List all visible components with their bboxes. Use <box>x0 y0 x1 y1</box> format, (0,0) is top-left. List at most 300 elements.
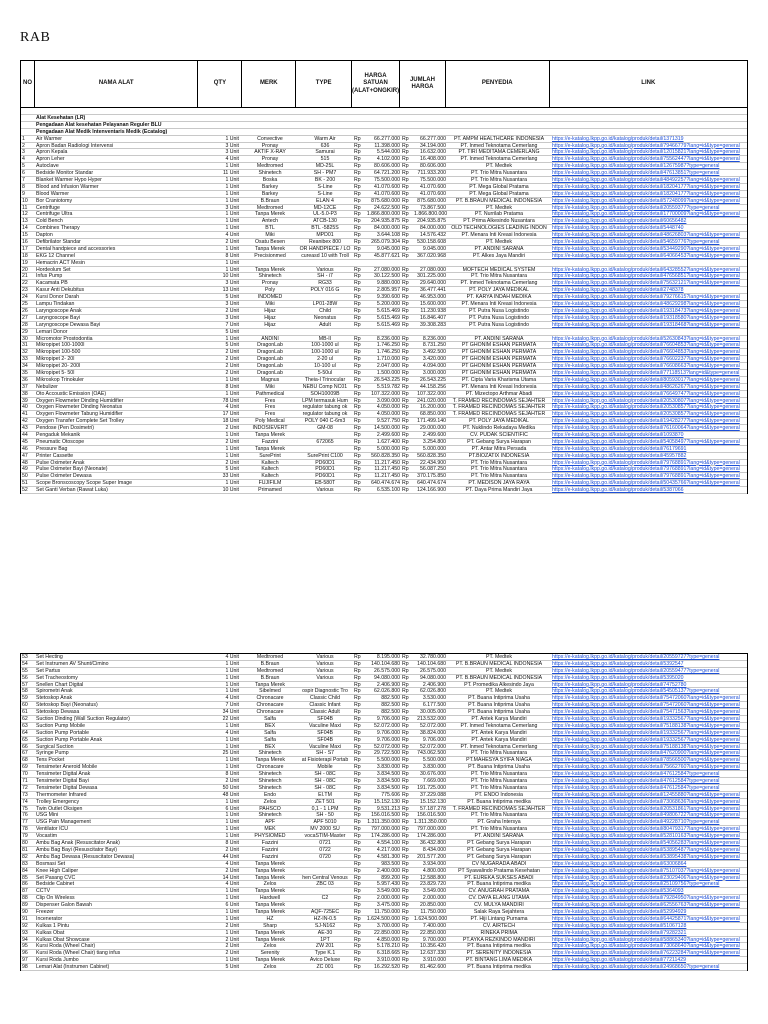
currency-label: Rp <box>402 778 409 785</box>
item-total: 68.850.000 <box>420 411 446 418</box>
item-link[interactable]: https://e-katalog.lkpp.go.id/katalog/produk/detail/49228710?type=general <box>552 819 720 826</box>
table-row <box>21 280 747 287</box>
item-merk: Barkey <box>261 183 279 190</box>
currency-label: Rp <box>402 908 409 915</box>
item-no: 26 <box>22 307 28 314</box>
item-link[interactable]: https://e-katalog.lkpp.go.id/katalog/produk/detail/75188138?lang=id&type=general <box>552 722 740 729</box>
item-link[interactable]: https://e-katalog.lkpp.go.id/katalog/produk/detail/1093870 <box>552 431 684 438</box>
item-link[interactable]: https://e-katalog.lkpp.go.id/katalog/produk/detail/20559477?type=general <box>552 667 720 674</box>
table-row <box>21 661 747 668</box>
item-merk: Chronacare <box>256 695 284 702</box>
item-total: 84.000.000 <box>420 225 446 232</box>
item-no: 36 <box>22 376 28 383</box>
item-name: Syringe Pump <box>36 750 69 757</box>
item-link[interactable]: https://e-katalog.lkpp.go.id/katalog/produk/detail/79282321 <box>552 929 687 936</box>
item-qty: 2 Unit <box>225 369 239 376</box>
currency-label: Rp <box>354 204 361 211</box>
item-link[interactable]: https://e-katalog.lkpp.go.id/katalog/produk/detail/50435766?lang=id&type=general <box>552 480 740 487</box>
item-total: 16.200.000 <box>420 404 446 411</box>
item-qty: 11 Unit <box>222 170 239 177</box>
currency-label: Rp <box>354 197 361 204</box>
item-link[interactable]: https://e-katalog.lkpp.go.id/katalog/produk/detail/54058497?lang=id&type=general <box>552 438 740 445</box>
item-price: 3.700.000 <box>376 922 400 929</box>
item-qty: 1 Unit <box>225 183 239 190</box>
item-link[interactable]: https://e-katalog.lkpp.go.id/katalog/produk/detail/2748378 <box>552 287 684 294</box>
item-link[interactable]: https://e-katalog.lkpp.go.id/katalog/produk/detail/76179691 <box>552 445 687 452</box>
item-vendor: PT. Inmed Teknotama Cemerlang <box>460 722 538 729</box>
item-link[interactable]: https://e-katalog.lkpp.go.id/katalog/produk/detail/48626803?lang=id&type=general <box>552 232 740 239</box>
item-name: Suction Dinding (Wall Suction Regulator) <box>36 716 130 723</box>
item-link[interactable]: https://e-katalog.lkpp.go.id/katalog/produk/detail/63006864 <box>552 860 687 867</box>
currency-label: Rp <box>402 438 409 445</box>
currency-label: Rp <box>354 819 361 826</box>
item-no: 23 <box>22 287 28 294</box>
item-no: 60 <box>22 702 28 709</box>
item-link[interactable]: https://e-katalog.lkpp.go.id/katalog/produk/detail/75188138?lang=id&type=general <box>552 743 740 750</box>
currency-label: Rp <box>354 915 361 922</box>
item-link[interactable]: https://e-katalog.lkpp.go.id/katalog/produk/detail/77211429 <box>552 957 687 964</box>
item-qty: 1 Unit <box>225 688 239 695</box>
item-qty: 1 Unit <box>225 177 239 184</box>
item-link[interactable]: https://e-katalog.lkpp.go.id/katalog/produk/detail/75632121?lang=id&type=general <box>552 280 740 287</box>
item-link[interactable]: https://e-katalog.lkpp.go.id/katalog/produk/detail/54056283?lang=id&type=general <box>552 840 740 847</box>
item-qty: 8 Unit <box>225 252 239 259</box>
currency-label: Rp <box>354 964 361 971</box>
item-name: Lemari Alat (Instrumen Cabinet) <box>36 964 110 971</box>
item-link[interactable]: https://e-katalog.lkpp.go.id/katalog/produk/detail/18204177?lang=id&type=general <box>552 183 740 190</box>
item-link[interactable]: https://e-katalog.lkpp.go.id/katalog/produk/detail/18204177?lang=id&type=general <box>552 190 740 197</box>
currency-label: Rp <box>354 425 361 432</box>
table-row <box>21 875 747 882</box>
item-vendor: PT. Medtek <box>486 163 512 170</box>
currency-label: Rp <box>402 702 409 709</box>
header-merk: MERK <box>242 61 296 107</box>
item-price: 5.200.000 <box>376 301 400 308</box>
item-link[interactable]: https://e-katalog.lkpp.go.id/katalog/produk/detail/60656482 <box>552 218 687 225</box>
currency-label: Rp <box>354 431 361 438</box>
item-merk: DragonLab <box>257 369 283 376</box>
item-link[interactable]: https://e-katalog.lkpp.go.id/katalog/produk/detail/5395020 <box>552 674 684 681</box>
item-qty: 2 Unit <box>225 867 239 874</box>
currency-label: Rp <box>354 369 361 376</box>
item-link[interactable]: https://e-katalog.lkpp.go.id/katalog/produk/detail/76649747?lang=id&type=general <box>552 390 740 397</box>
item-qty: 2 Unit <box>225 950 239 957</box>
item-link[interactable]: https://e-katalog.lkpp.go.id/katalog/produk/detail/20530807?lang=id&type=general <box>552 397 740 404</box>
item-type: Classic Adult <box>310 709 340 716</box>
item-total: 530.158.608 <box>417 239 446 246</box>
table-row <box>21 267 747 274</box>
currency-label: Rp <box>354 356 361 363</box>
item-type: ELAN 4 <box>316 197 334 204</box>
item-merk: Hardwell <box>259 895 281 902</box>
header-no: NO <box>21 61 35 107</box>
item-qty: 25 Unit <box>222 750 239 757</box>
item-link[interactable]: https://e-katalog.lkpp.go.id/katalog/produk/detail/45957882 <box>552 452 687 459</box>
item-link[interactable]: https://e-katalog.lkpp.go.id/katalog/produk/detail/5387066 <box>552 487 684 494</box>
currency-label: Rp <box>354 383 361 390</box>
item-link[interactable]: https://e-katalog.lkpp.go.id/katalog/produk/detail/19332567?lang=id&type=general <box>552 716 740 723</box>
item-link[interactable]: https://e-katalog.lkpp.go.id/katalog/produk/detail/75107037?lang=id&type=general <box>552 867 740 874</box>
item-merk: DragonLab <box>257 356 283 363</box>
item-no: 9 <box>22 190 25 197</box>
item-merk: BTL <box>265 225 275 232</box>
item-type: SF04B <box>317 736 333 743</box>
item-type <box>297 260 353 266</box>
item-link[interactable]: https://e-katalog.lkpp.go.id/katalog/produk/detail/52994929 <box>552 908 687 915</box>
item-link[interactable]: https://e-katalog.lkpp.go.id/katalog/produk/detail/80479317?lang=id&type=general <box>552 826 740 833</box>
currency-label: Rp <box>402 957 409 964</box>
item-link[interactable]: https://e-katalog.lkpp.go.id/katalog/produk/detail/64066453?lang=id&type=general <box>552 252 740 259</box>
item-total: 80.606.000 <box>420 163 446 170</box>
item-link[interactable]: https://e-katalog.lkpp.go.id/katalog/produk/detail/51067128 <box>552 922 687 929</box>
item-merk: Salfa <box>264 716 276 723</box>
item-name: Apron Badan Radiologi Intervensi <box>36 142 114 149</box>
item-no: 94 <box>22 936 28 943</box>
item-merk: Shinetech <box>258 778 282 785</box>
item-total: 52.072.000 <box>420 743 446 750</box>
item-total: 26.543.225 <box>420 376 446 383</box>
item-link[interactable]: https://e-katalog.lkpp.go.id/katalog/produk/detail/75562447?lang=id&type=general <box>552 156 740 163</box>
item-qty: 14 Unit <box>222 874 239 881</box>
item-link[interactable]: https://e-katalog.lkpp.go.id/katalog/produk/detail/79276615?lang=id&type=general <box>552 294 740 301</box>
item-price: 3.475.000 <box>376 902 400 909</box>
item-type: SH - S7 <box>315 750 335 757</box>
item-link[interactable]: https://e-katalog.lkpp.go.id/katalog/produk/detail/20559727?type=general <box>552 654 720 660</box>
item-no: 53 <box>22 654 28 660</box>
item-link[interactable]: https://e-katalog.lkpp.go.id/katalog/produk/detail/48629298?lang=id&type=general <box>552 301 740 308</box>
item-link[interactable]: https://e-katalog.lkpp.go.id/katalog/produk/detail/25109756?type=general <box>552 881 720 888</box>
currency-label: Rp <box>402 654 409 660</box>
item-merk: Osatu Besen <box>255 239 285 246</box>
item-link[interactable]: https://e-katalog.lkpp.go.id/katalog/produk/detail/73068636?lang=id&type=general <box>552 798 740 805</box>
item-link[interactable]: https://e-katalog.lkpp.go.id/katalog/produk/detail/12015821?lang=id&type=general <box>552 149 740 156</box>
item-type <box>297 861 353 867</box>
item-total: 81.462.600 <box>420 964 446 971</box>
item-price: 9.706.000 <box>376 729 400 736</box>
item-vendor: PT GHONIM ESHAN PERMATA <box>461 356 537 363</box>
item-qty: 8 Unit <box>225 840 239 847</box>
item-no: 6 <box>22 170 25 177</box>
item-link[interactable]: https://e-katalog.lkpp.go.id/katalog/produk/detail/53895487?lang=id&type=general <box>552 846 740 853</box>
currency-label: Rp <box>354 273 361 280</box>
item-type: 636 <box>320 142 330 149</box>
item-link[interactable]: https://e-katalog.lkpp.go.id/katalog/produk/detail/5392547 <box>552 660 684 667</box>
item-link[interactable]: https://e-katalog.lkpp.go.id/katalog/produk/detail/64425871?lang=id&type=general <box>552 915 740 922</box>
item-total: 32.780.000 <box>420 654 446 660</box>
item-merk: Hijaz <box>264 321 276 328</box>
item-name: Set Hecting <box>36 654 63 660</box>
item-name: Oto Accoustic Emission (OAE) <box>36 390 107 397</box>
header-nama-alat: NAMA ALAT <box>35 61 199 107</box>
item-name: Set Instrumen AV Shunt/Cimino <box>36 660 109 667</box>
item-total: 367.020.968 <box>417 252 446 259</box>
item-link[interactable]: https://e-katalog.lkpp.go.id/katalog/produk/detail/54659776?type=general <box>552 239 720 246</box>
item-no: 4 <box>22 156 25 163</box>
item-link[interactable]: https://e-katalog.lkpp.go.id/katalog/produk/detail/5364093 <box>552 888 684 895</box>
item-link[interactable]: https://e-katalog.lkpp.go.id/katalog/produk/detail/77118513?lang=id&type=general <box>552 369 740 376</box>
item-price: 2.805.957 <box>376 287 400 294</box>
table-row <box>21 902 747 909</box>
item-total: 140.104.680 <box>417 660 446 667</box>
item-merk: Antech <box>261 218 279 225</box>
item-link[interactable]: https://e-katalog.lkpp.go.id/katalog/produk/detail/5448740 <box>552 225 684 232</box>
currency-label <box>353 329 365 335</box>
item-qty: 1 Unit <box>225 908 239 915</box>
item-link[interactable]: https://e-katalog.lkpp.go.id/katalog/produk/detail/76602237?lang=id&type=general <box>552 356 740 363</box>
item-total: 3.934.000 <box>422 860 446 867</box>
table-row <box>21 473 747 480</box>
item-link[interactable]: https://e-katalog.lkpp.go.id/katalog/produk/detail/47613851?type=general <box>552 170 720 177</box>
item-qty: 2 Unit <box>225 846 239 853</box>
item-link[interactable]: https://e-katalog.lkpp.go.id/katalog/produk/detail/76160064?lang=id&type=general <box>552 425 740 432</box>
item-link[interactable]: https://e-katalog.lkpp.go.id/katalog/produk/detail/53895438?lang=id&type=general <box>552 853 740 860</box>
item-link[interactable]: https://e-katalog.lkpp.go.id/katalog/produk/detail/47656851?lang=id&type=general <box>552 273 740 280</box>
currency-label: Rp <box>402 404 409 411</box>
item-link[interactable]: https://e-katalog.lkpp.go.id/katalog/produk/detail/79768891?lang=id&type=general <box>552 466 740 473</box>
item-qty: 4 Unit <box>225 156 239 163</box>
table-body-page-2 <box>20 653 748 971</box>
item-price: 41.070.600 <box>374 183 400 190</box>
item-no: 32 <box>22 349 28 356</box>
currency-label: Rp <box>354 764 361 771</box>
item-no: 37 <box>22 383 28 390</box>
item-total: 3.420.000 <box>422 356 446 363</box>
item-total: 1.624.500.000 <box>414 915 448 922</box>
item-no: 14 <box>22 225 28 232</box>
item-type: POLY 040 C-6m3 <box>304 418 346 425</box>
item-no: 61 <box>22 709 28 716</box>
item-link[interactable]: https://e-katalog.lkpp.go.id/katalog/produk/detail/20559377?type=general <box>552 204 720 211</box>
item-price: 8.195.000 <box>376 654 400 660</box>
item-type: Type K.1 <box>314 950 336 957</box>
item-link[interactable]: https://e-katalog.lkpp.go.id/katalog/produk/detail/76608663?lang=id&type=general <box>552 363 740 370</box>
item-link[interactable]: https://e-katalog.lkpp.go.id/katalog/produk/detail/47612584?type=general <box>552 784 720 791</box>
currency-label: Rp <box>402 135 409 142</box>
item-type: PD60D1 <box>315 473 335 480</box>
item-link[interactable]: https://e-katalog.lkpp.go.id/katalog/produk/detail/19318473?lang=id&type=general <box>552 307 740 314</box>
item-name: Mikroskop Trinokuler <box>36 376 84 383</box>
item-vendor: CV. DAYA ELANG UTAMA <box>468 895 530 902</box>
table-row <box>21 702 747 709</box>
item-no: 70 <box>22 771 28 778</box>
item-no: 98 <box>22 964 28 971</box>
item-link[interactable]: https://e-katalog.lkpp.go.id/katalog/produk/detail/17700009?lang=id&type=general <box>552 211 740 218</box>
item-link[interactable]: https://e-katalog.lkpp.go.id/katalog/produk/detail/1371319 <box>552 135 684 142</box>
item-link[interactable]: https://e-katalog.lkpp.go.id/katalog/produk/detail/19332567?lang=id&type=general <box>552 729 740 736</box>
item-name: Kacamata PB <box>36 280 68 287</box>
item-link[interactable]: https://e-katalog.lkpp.go.id/katalog/produk/detail/48492257?lang=id&type=general <box>552 177 740 184</box>
table-row <box>21 668 747 675</box>
item-link[interactable]: https://e-katalog.lkpp.go.id/katalog/produk/detail/47620900?lang=id&type=general <box>552 750 740 757</box>
item-link[interactable]: https://e-katalog.lkpp.go.id/katalog/produk/detail/49806722?lang=id&type=general <box>552 812 740 819</box>
item-no: 58 <box>22 688 28 695</box>
currency-label: Rp <box>354 232 361 239</box>
item-link[interactable]: https://e-katalog.lkpp.go.id/katalog/produk/detail/12675987?type=general <box>552 163 720 170</box>
item-qty: 1 Unit <box>225 390 239 397</box>
item-total: 12.588.800 <box>420 874 446 881</box>
item-vendor: PT. B.BRAUN MEDICAL INDONESIA <box>455 660 543 667</box>
item-link[interactable]: https://e-katalog.lkpp.go.id/katalog/produk/detail/20531861?lang=id&type=general <box>552 805 740 812</box>
currency-label: Rp <box>402 840 409 847</box>
item-link[interactable]: https://e-katalog.lkpp.go.id/katalog/produk/detail/79466779?lang=id&type=general <box>552 142 740 149</box>
item-link[interactable]: https://e-katalog.lkpp.go.id/katalog/produk/detail/12455880?lang=id&type=general <box>552 791 740 798</box>
item-link[interactable]: https://e-katalog.lkpp.go.id/katalog/produk/detail/78566500?lang=id&type=general <box>552 757 740 764</box>
table-row <box>21 377 747 384</box>
currency-label: Rp <box>354 307 361 314</box>
item-price: 3.830.000 <box>376 764 400 771</box>
item-vendor: PT. Buana Intiprima medika <box>467 798 531 805</box>
item-total: 36.477.441 <box>420 287 446 294</box>
item-type: Mobile <box>317 764 333 771</box>
item-vendor: PT. Medtek <box>486 688 512 695</box>
item-merk: Barkey <box>261 190 279 197</box>
item-total: 4.800.000 <box>422 867 446 874</box>
item-qty: 1 Unit <box>225 376 239 383</box>
item-link[interactable]: https://e-katalog.lkpp.go.id/katalog/produk/detail/75471563?lang=id&type=general <box>552 709 740 716</box>
item-qty: 7 Unit <box>225 702 239 709</box>
item-link[interactable]: https://e-katalog.lkpp.go.id/katalog/produk/detail/79768891?lang=id&type=general <box>552 459 740 466</box>
item-qty: 2 Unit <box>225 425 239 432</box>
item-link[interactable]: https://e-katalog.lkpp.go.id/katalog/produk/detail/75472060?lang=id&type=general <box>552 695 740 702</box>
item-link[interactable]: https://e-katalog.lkpp.go.id/katalog/produk/detail/58865340?lang=id&type=general <box>552 936 740 943</box>
item-link[interactable]: https://e-katalog.lkpp.go.id/katalog/produk/detail/80593017?lang=id&type=general <box>552 376 740 383</box>
item-no: 90 <box>22 908 28 915</box>
item-merk: Shinetech <box>258 771 282 778</box>
currency-label: Rp <box>354 833 361 840</box>
item-total: 5.000.000 <box>422 445 446 452</box>
currency-label: Rp <box>354 459 361 466</box>
table-row <box>21 232 747 239</box>
currency-label: Rp <box>402 170 409 177</box>
item-link[interactable]: https://e-katalog.lkpp.go.id/katalog/produk/detail/76223284?lang=id&type=general <box>552 950 740 957</box>
item-merk: Pronay <box>261 156 279 163</box>
item-total: 30.005.000 <box>420 709 446 716</box>
table-row <box>21 688 747 695</box>
item-no: 84 <box>22 867 28 874</box>
item-link[interactable]: https://e-katalog.lkpp.go.id/katalog/produk/detail/76604853?lang=id&type=general <box>552 342 740 349</box>
item-link[interactable]: https://e-katalog.lkpp.go.id/katalog/produk/detail/19318580?lang=id&type=general <box>552 314 740 321</box>
item-price: 3.549.000 <box>376 888 400 895</box>
currency-label: Rp <box>402 771 409 778</box>
item-link[interactable]: https://e-katalog.lkpp.go.id/katalog/produk/detail/76604853?lang=id&type=general <box>552 349 740 356</box>
item-link[interactable]: https://e-katalog.lkpp.go.id/katalog/produk/detail/53449290?lang=id&type=general <box>552 245 740 252</box>
item-price: 26.575.000 <box>374 667 400 674</box>
item-type: Various <box>316 674 334 681</box>
item-link[interactable]: https://e-katalog.lkpp.go.id/katalog/produk/detail/20530857?lang=id&type=general <box>552 411 740 418</box>
item-price: 2.406.900 <box>376 681 400 688</box>
currency-label: Rp <box>402 681 409 688</box>
table-row <box>21 737 747 744</box>
item-vendor: PT. Buana Intiprima Usaha <box>468 702 530 709</box>
item-link[interactable]: https://e-katalog.lkpp.go.id/katalog/produk/detail/24968650?type=general <box>552 964 720 971</box>
item-price: 6.318.665 <box>376 950 400 957</box>
item-qty: 1 Unit <box>225 218 239 225</box>
item-link[interactable]: https://e-katalog.lkpp.go.id/katalog/produk/detail/19332567?lang=id&type=general <box>552 736 740 743</box>
item-total: 29.640.000 <box>420 280 446 287</box>
table-row <box>21 826 747 833</box>
item-qty: 1 Unit <box>225 736 239 743</box>
table-row <box>21 198 747 205</box>
item-link[interactable]: https://e-katalog.lkpp.go.id/katalog/produk/detail/20530857?lang=id&type=general <box>552 404 740 411</box>
currency-label: Rp <box>402 895 409 902</box>
table-row <box>21 411 747 418</box>
currency-label: Rp <box>402 922 409 929</box>
currency-label: Rp <box>402 245 409 252</box>
item-link[interactable]: https://e-katalog.lkpp.go.id/katalog/produk/detail/73068640?lang=id&type=general <box>552 943 740 950</box>
item-link[interactable]: https://e-katalog.lkpp.go.id/katalog/produk/detail/57248099?lang=id&type=general <box>552 197 740 204</box>
table-row <box>21 342 747 349</box>
item-link[interactable]: https://e-katalog.lkpp.go.id/katalog/produk/detail/47612584?type=general <box>552 771 720 778</box>
item-vendor: PT. Trio Mitra Nusantara <box>471 459 527 466</box>
currency-label: Rp <box>354 846 361 853</box>
item-link[interactable]: https://e-katalog.lkpp.go.id/katalog/produk/detail/54505137?type=general <box>552 688 720 695</box>
item-name: Bedside Monitor Standar <box>36 170 94 177</box>
item-vendor: PT. Trio Mitra Nusantara <box>471 273 527 280</box>
currency-label: Rp <box>354 709 361 716</box>
item-link[interactable]: https://e-katalog.lkpp.go.id/katalog/produk/detail/79284950?lang=id&type=general <box>552 895 740 902</box>
table-row <box>21 778 747 785</box>
item-qty: 1 Unit <box>225 445 239 452</box>
item-qty: 34 Unit <box>222 709 239 716</box>
item-total: 171.499.140 <box>417 418 446 425</box>
item-link[interactable]: https://e-katalog.lkpp.go.id/katalog/produk/detail/79768891?lang=id&type=general <box>552 473 740 480</box>
table-row <box>21 881 747 888</box>
item-total: 94.080.000 <box>420 674 446 681</box>
item-link[interactable]: https://e-katalog.lkpp.go.id/katalog/produk/detail/52810163?lang=id&type=general <box>552 833 740 840</box>
item-link[interactable]: https://e-katalog.lkpp.go.id/katalog/produk/detail/62556763?lang=id&type=general <box>552 902 740 909</box>
item-name: Kasur Anti Dekubitus <box>36 287 85 294</box>
item-price: 52.072.000 <box>374 743 400 750</box>
item-link[interactable]: https://e-katalog.lkpp.go.id/katalog/produk/detail/23029406?lang=id&type=general <box>552 874 740 881</box>
item-price: 6.535.100 <box>376 487 400 494</box>
item-name: Clip On Wireless <box>36 895 75 902</box>
item-vendor: PT. Antek Karya Mandiri <box>471 716 527 723</box>
item-type: Samurai <box>315 149 335 156</box>
item-type: ZET 501 <box>315 798 335 805</box>
item-total: 797.000.000 <box>417 826 446 833</box>
item-total: 36.432.800 <box>420 840 446 847</box>
item-price: 52.072.000 <box>374 722 400 729</box>
item-qty: 1 Unit <box>225 743 239 750</box>
item-price: 26.543.225 <box>374 376 400 383</box>
table-row <box>21 861 747 868</box>
section-label: Alat Kesehatan (LR) <box>36 115 86 121</box>
item-qty: 48 Unit <box>222 791 239 798</box>
item-price: 11.750.000 <box>374 908 400 915</box>
item-link[interactable]: https://e-katalog.lkpp.go.id/katalog/produk/detail/48626267?lang=id&type=general <box>552 383 740 390</box>
item-vendor: PT. Inmed Teknotama Cemerlang <box>460 142 538 149</box>
item-link[interactable]: https://e-katalog.lkpp.go.id/katalog/produk/detail/52630843?lang=id&type=general <box>552 335 740 342</box>
item-price <box>365 329 401 335</box>
item-price: 11.398.000 <box>374 142 400 149</box>
item-link[interactable]: https://e-katalog.lkpp.go.id/katalog/produk/detail/64328552?lang=id&type=general <box>552 266 740 273</box>
item-link[interactable]: https://e-katalog.lkpp.go.id/katalog/produk/detail/75662760?lang=id&type=general <box>552 764 740 771</box>
item-price: 9.706.000 <box>376 736 400 743</box>
item-type: ZBC 03 <box>316 881 334 888</box>
currency-label: Rp <box>402 225 409 232</box>
item-link[interactable]: https://e-katalog.lkpp.go.id/katalog/produk/detail/19318468?lang=id&type=general <box>552 321 740 328</box>
item-price: 30.122.500 <box>374 273 400 280</box>
item-link[interactable]: https://e-katalog.lkpp.go.id/katalog/produk/detail/47612584?type=general <box>552 778 720 785</box>
item-link[interactable]: https://e-katalog.lkpp.go.id/katalog/produk/detail/19428277?lang=id&type=general <box>552 418 740 425</box>
item-link[interactable]: https://e-katalog.lkpp.go.id/katalog/produk/detail/75472060?lang=id&type=general <box>552 702 740 709</box>
item-no: 40 <box>22 404 28 411</box>
item-price: 5.615.469 <box>376 307 400 314</box>
item-vendor: T. FRAMED RECINDOMAS SEJAHTER <box>452 404 546 411</box>
item-link[interactable]: https://e-katalog.lkpp.go.id/katalog/produk/detail/74752780 <box>552 681 687 688</box>
item-price: 204.935.875 <box>371 218 400 225</box>
currency-label: Rp <box>354 853 361 860</box>
